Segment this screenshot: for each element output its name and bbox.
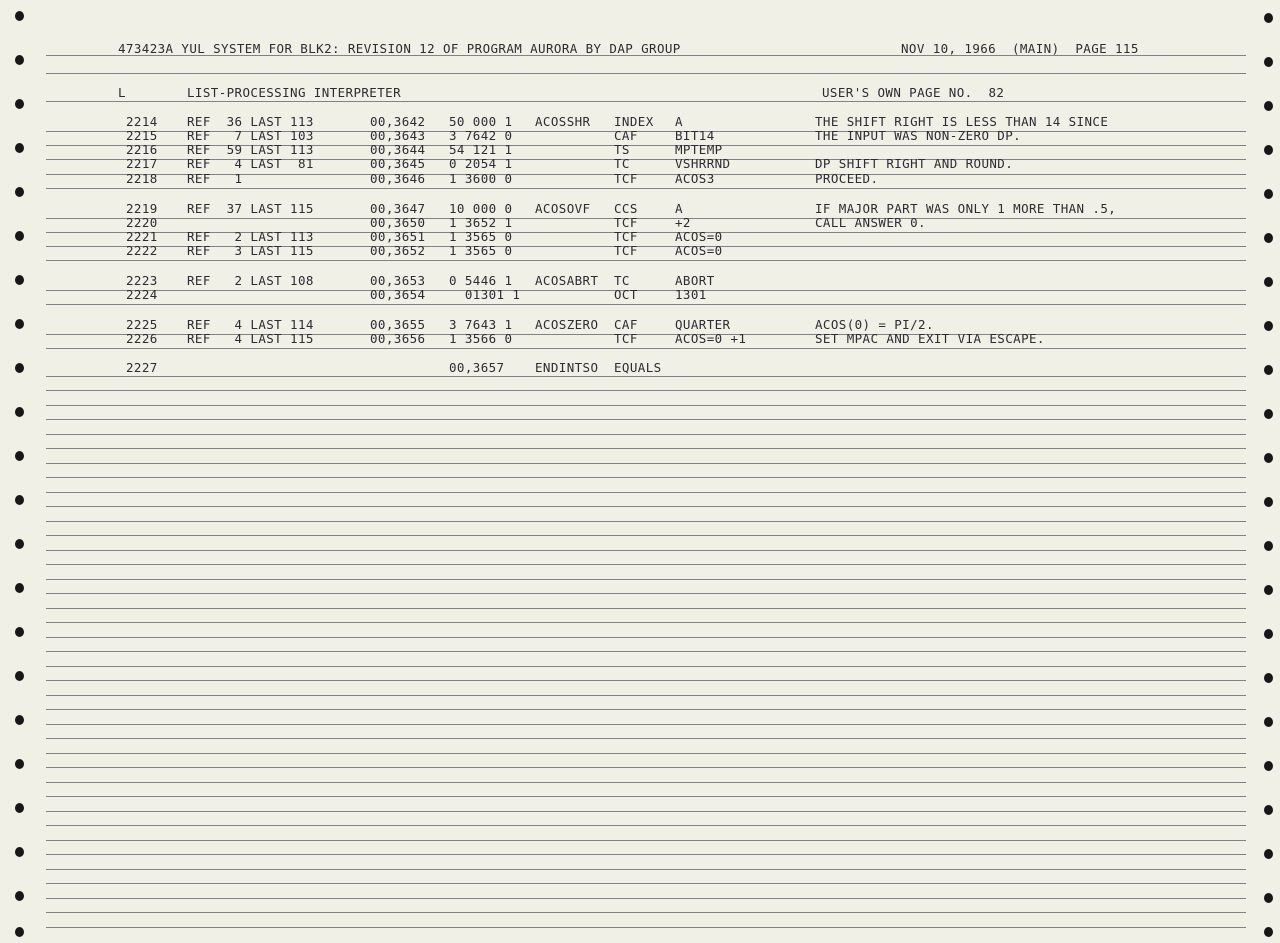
listing-machine-code: 1 3566 0: [449, 331, 513, 346]
feed-hole: [1264, 101, 1273, 111]
listing-reference: REF 4 LAST 115: [187, 331, 314, 346]
listing-reference: REF 4 LAST 81: [187, 156, 314, 171]
listing-opcode: EQUALS: [614, 360, 662, 375]
feed-hole: [15, 319, 24, 329]
listing-machine-code: 0 2054 1: [449, 156, 513, 171]
feed-hole: [15, 11, 24, 21]
ruled-line: [46, 188, 1246, 189]
ruled-line: [46, 811, 1246, 812]
ruled-line: [46, 854, 1246, 855]
listing-label: ACOSZERO: [535, 317, 599, 332]
feed-hole: [1264, 365, 1273, 375]
ruled-line: [46, 651, 1246, 652]
listing-machine-code: 1 3600 0: [449, 171, 513, 186]
ruled-line: [46, 767, 1246, 768]
feed-hole: [15, 363, 24, 373]
ruled-line: [46, 622, 1246, 623]
listing-line-number: 2217: [126, 156, 158, 171]
listing-reference: REF 7 LAST 103: [187, 128, 314, 143]
feed-hole: [15, 99, 24, 109]
listing-reference: REF 3 LAST 115: [187, 243, 314, 258]
ruled-line: [46, 304, 1246, 305]
ruled-line: [46, 883, 1246, 884]
listing-comment: CALL ANSWER 0.: [815, 215, 926, 230]
ruled-line: [46, 680, 1246, 681]
ruled-line: [46, 101, 1246, 102]
ruled-line: [46, 608, 1246, 609]
feed-hole: [1264, 233, 1273, 243]
ruled-line: [46, 463, 1246, 464]
ruled-line: [46, 666, 1246, 667]
feed-hole: [1264, 453, 1273, 463]
ruled-line: [46, 506, 1246, 507]
feed-hole: [1264, 585, 1273, 595]
ruled-line: [46, 260, 1246, 261]
listing-comment: ACOS(0) = PI/2.: [815, 317, 934, 332]
feed-hole: [15, 847, 24, 857]
listing-address: 00,3642: [370, 114, 426, 129]
ruled-line: [46, 390, 1246, 391]
listing-opcode: TCF: [614, 171, 638, 186]
feed-hole: [15, 927, 24, 937]
feed-hole: [15, 143, 24, 153]
listing-machine-code: 54 121 1: [449, 142, 513, 157]
feed-hole: [15, 495, 24, 505]
ruled-line: [46, 579, 1246, 580]
listing-opcode: TCF: [614, 229, 638, 244]
listing-line-number: 2227: [126, 360, 158, 375]
listing-machine-code: 1 3565 0: [449, 229, 513, 244]
feed-hole: [1264, 409, 1273, 419]
listing-operand: 1301: [675, 287, 707, 302]
ruled-line: [46, 738, 1246, 739]
listing-reference: REF 37 LAST 115: [187, 201, 314, 216]
listing-address: 00,3654: [370, 287, 426, 302]
listing-opcode: CCS: [614, 201, 638, 216]
listing-operand: ACOS=0: [675, 229, 723, 244]
listing-operand: QUARTER: [675, 317, 731, 332]
listing-operand: ACOS=0 +1: [675, 331, 747, 346]
listing-label: ACOSABRT: [535, 273, 599, 288]
listing-line-number: 2224: [126, 287, 158, 302]
feed-hole: [15, 627, 24, 637]
section-title: LIST-PROCESSING INTERPRETER: [187, 85, 401, 100]
feed-hole: [15, 231, 24, 241]
listing-address: 00,3656: [370, 331, 426, 346]
feed-hole: [1264, 189, 1273, 199]
listing-machine-code: 3 7642 0: [449, 128, 513, 143]
ruled-line: [46, 796, 1246, 797]
listing-operand: ACOS3: [675, 171, 715, 186]
feed-hole: [1264, 927, 1273, 937]
listing-opcode: TCF: [614, 331, 638, 346]
ruled-line: [46, 521, 1246, 522]
feed-hole: [15, 715, 24, 725]
feed-hole: [15, 671, 24, 681]
ruled-line: [46, 840, 1246, 841]
ruled-line: [46, 869, 1246, 870]
ruled-line: [46, 724, 1246, 725]
listing-address: 00,3653: [370, 273, 426, 288]
feed-hole: [15, 187, 24, 197]
listing-opcode: TC: [614, 156, 630, 171]
ruled-line: [46, 448, 1246, 449]
ruled-line: [46, 348, 1246, 349]
feed-hole: [1264, 893, 1273, 903]
listing-comment: SET MPAC AND EXIT VIA ESCAPE.: [815, 331, 1045, 346]
listing-label: ENDINTSO: [535, 360, 599, 375]
ruled-line: [46, 564, 1246, 565]
feed-hole: [1264, 805, 1273, 815]
listing-machine-code: 01301 1: [449, 287, 521, 302]
listing-comment: PROCEED.: [815, 171, 879, 186]
listing-opcode: CAF: [614, 317, 638, 332]
listing-line-number: 2221: [126, 229, 158, 244]
ruled-line: [46, 912, 1246, 913]
listing-line-number: 2216: [126, 142, 158, 157]
ruled-line: [46, 376, 1246, 377]
listing-comment: DP SHIFT RIGHT AND ROUND.: [815, 156, 1014, 171]
feed-hole: [1264, 57, 1273, 67]
listing-operand: A: [675, 201, 683, 216]
listing-operand: +2: [675, 215, 691, 230]
listing-machine-code: 1 3565 0: [449, 243, 513, 258]
listing-operand: MPTEMP: [675, 142, 723, 157]
feed-hole: [15, 55, 24, 65]
listing-reference: REF 36 LAST 113: [187, 114, 314, 129]
feed-hole: [1264, 497, 1273, 507]
ruled-line: [46, 550, 1246, 551]
ruled-line: [46, 898, 1246, 899]
listing-line-number: 2225: [126, 317, 158, 332]
ruled-line: [46, 218, 1246, 219]
listing-machine-code: 1 3652 1: [449, 215, 513, 230]
feed-hole: [15, 759, 24, 769]
listing-line-number: 2226: [126, 331, 158, 346]
feed-hole: [15, 803, 24, 813]
feed-hole: [1264, 13, 1273, 23]
listing-address: 00,3644: [370, 142, 426, 157]
listing-operand: VSHRRND: [675, 156, 731, 171]
feed-hole: [15, 583, 24, 593]
ruled-line: [46, 927, 1246, 928]
listing-machine-code: 10 000 0: [449, 201, 513, 216]
ruled-line: [46, 290, 1246, 291]
ruled-line: [46, 434, 1246, 435]
listing-opcode: TCF: [614, 215, 638, 230]
listing-machine-code: 3 7643 1: [449, 317, 513, 332]
listing-line-number: 2214: [126, 114, 158, 129]
listing-opcode: TS: [614, 142, 630, 157]
listing-comment: THE INPUT WAS NON-ZERO DP.: [815, 128, 1022, 143]
listing-address: 00,3643: [370, 128, 426, 143]
ruled-line: [46, 73, 1246, 74]
ruled-line: [46, 492, 1246, 493]
listing-opcode: OCT: [614, 287, 638, 302]
ruled-line: [46, 405, 1246, 406]
feed-hole: [15, 407, 24, 417]
listing-operand: A: [675, 114, 683, 129]
listing-header-title: 473423A YUL SYSTEM FOR BLK2: REVISION 12 OF PROGRAM AURORA BY DAP GROUP: [118, 41, 681, 56]
users-page-number: USER'S OWN PAGE NO. 82: [822, 85, 1005, 100]
ruled-line: [46, 637, 1246, 638]
listing-address: 00,3645: [370, 156, 426, 171]
listing-address: 00,3650: [370, 215, 426, 230]
listing-comment: THE SHIFT RIGHT IS LESS THAN 14 SINCE: [815, 114, 1109, 129]
listing-line-number: 2220: [126, 215, 158, 230]
listing-line-number: 2215: [126, 128, 158, 143]
feed-hole: [1264, 541, 1273, 551]
feed-hole: [1264, 761, 1273, 771]
listing-reference: REF 4 LAST 114: [187, 317, 314, 332]
feed-hole: [15, 451, 24, 461]
listing-address: 00,3651: [370, 229, 426, 244]
listing-operand: ACOS=0: [675, 243, 723, 258]
listing-line-number: 2219: [126, 201, 158, 216]
listing-opcode: TCF: [614, 243, 638, 258]
feed-hole: [1264, 849, 1273, 859]
listing-address: 00,3655: [370, 317, 426, 332]
feed-hole: [1264, 277, 1273, 287]
listing-line-number: 2222: [126, 243, 158, 258]
listing-operand: ABORT: [675, 273, 715, 288]
listing-reference: REF 1: [187, 171, 243, 186]
listing-machine-code: 00,3657: [449, 360, 505, 375]
listing-opcode: INDEX: [614, 114, 654, 129]
feed-hole: [1264, 717, 1273, 727]
listing-address: 00,3652: [370, 243, 426, 258]
ruled-line: [46, 535, 1246, 536]
ruled-line: [46, 782, 1246, 783]
listing-opcode: TC: [614, 273, 630, 288]
listing-comment: IF MAJOR PART WAS ONLY 1 MORE THAN .5,: [815, 201, 1117, 216]
ruled-line: [46, 593, 1246, 594]
listing-reference: REF 2 LAST 108: [187, 273, 314, 288]
ruled-line: [46, 419, 1246, 420]
ruled-line: [46, 753, 1246, 754]
ruled-line: [46, 825, 1246, 826]
listing-line-number: 2218: [126, 171, 158, 186]
listing-reference: REF 2 LAST 113: [187, 229, 314, 244]
ruled-line: [46, 477, 1246, 478]
listing-address: 00,3647: [370, 201, 426, 216]
feed-hole: [15, 539, 24, 549]
listing-machine-code: 0 5446 1: [449, 273, 513, 288]
listing-reference: REF 59 LAST 113: [187, 142, 314, 157]
ruled-line: [46, 709, 1246, 710]
listing-opcode: CAF: [614, 128, 638, 143]
listing-operand: BIT14: [675, 128, 715, 143]
feed-hole: [1264, 321, 1273, 331]
listing-label: ACOSSHR: [535, 114, 591, 129]
listing-line-number: 2223: [126, 273, 158, 288]
feed-hole: [15, 275, 24, 285]
section-marker: L: [118, 85, 126, 100]
feed-hole: [1264, 145, 1273, 155]
listing-address: 00,3646: [370, 171, 426, 186]
ruled-line: [46, 695, 1246, 696]
feed-hole: [15, 891, 24, 901]
listing-machine-code: 50 000 1: [449, 114, 513, 129]
feed-hole: [1264, 629, 1273, 639]
listing-header-date-page: NOV 10, 1966 (MAIN) PAGE 115: [901, 41, 1139, 56]
listing-label: ACOSOVF: [535, 201, 591, 216]
feed-hole: [1264, 673, 1273, 683]
